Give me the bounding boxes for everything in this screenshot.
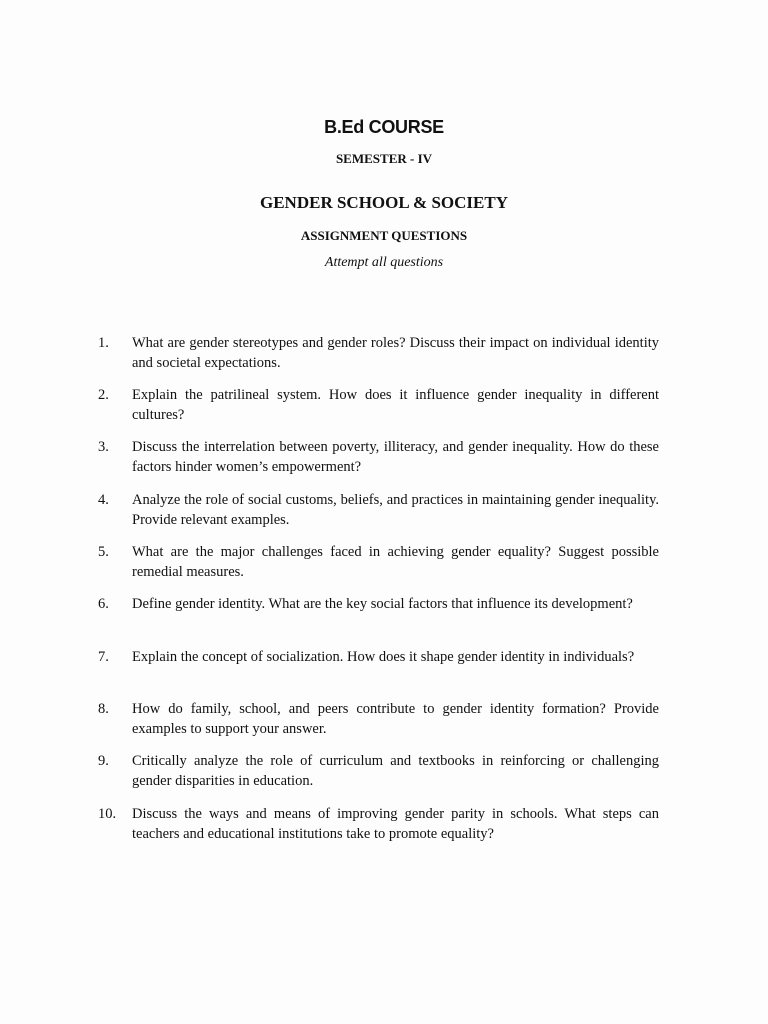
question-number: 3. xyxy=(98,439,109,455)
assignment-heading: ASSIGNMENT QUESTIONS xyxy=(300,228,468,243)
question-text: Critically analyze the role of curriculum and textbooks in reinforcing or challenging gender disparities in education. xyxy=(132,753,659,789)
question-number: 5. xyxy=(98,544,109,560)
question-text: Explain the concept of socialization. How does it shape gender identity in individuals? xyxy=(132,649,635,665)
question-number: 2. xyxy=(98,387,109,403)
question-text: What are gender stereotypes and gender roles? Discuss their impact on individual identity and societal expectations. xyxy=(132,335,659,371)
question-text: How do family, school, and peers contribute to gender identity formation? Provide examples to support your answer. xyxy=(132,701,659,737)
question-number: 7. xyxy=(98,649,109,665)
question-number: 8. xyxy=(98,701,109,717)
question-text: What are the major challenges faced in achieving gender equality? Suggest possible remedial measures. xyxy=(132,544,659,580)
question-text: Define gender identity. What are the key social factors that influence its development? xyxy=(132,596,633,612)
semester-label: SEMESTER - IV xyxy=(335,151,433,166)
question-number: 6. xyxy=(98,596,109,612)
question-number: 10. xyxy=(98,806,117,822)
question-text: Explain the patrilineal system. How does it influence gender inequality in different cultures? xyxy=(132,387,659,423)
question-text: Discuss the ways and means of improving gender parity in schools. What steps can teachers and educational institutions take to promote equality? xyxy=(132,806,659,842)
question-number: 4. xyxy=(98,492,109,508)
question-number: 1. xyxy=(98,335,109,351)
question-text: Analyze the role of social customs, beliefs, and practices in maintaining gender inequality. Provide relevant examples. xyxy=(132,492,659,528)
course-title: B.Ed COURSE xyxy=(324,117,444,137)
instruction-text: Attempt all questions xyxy=(324,255,444,270)
subject-title: GENDER SCHOOL & SOCIETY xyxy=(260,193,508,212)
question-number: 9. xyxy=(98,753,109,769)
question-text: Discuss the interrelation between poverty, illiteracy, and gender inequality. How do these factors hinder women’s empowerment? xyxy=(132,439,659,475)
